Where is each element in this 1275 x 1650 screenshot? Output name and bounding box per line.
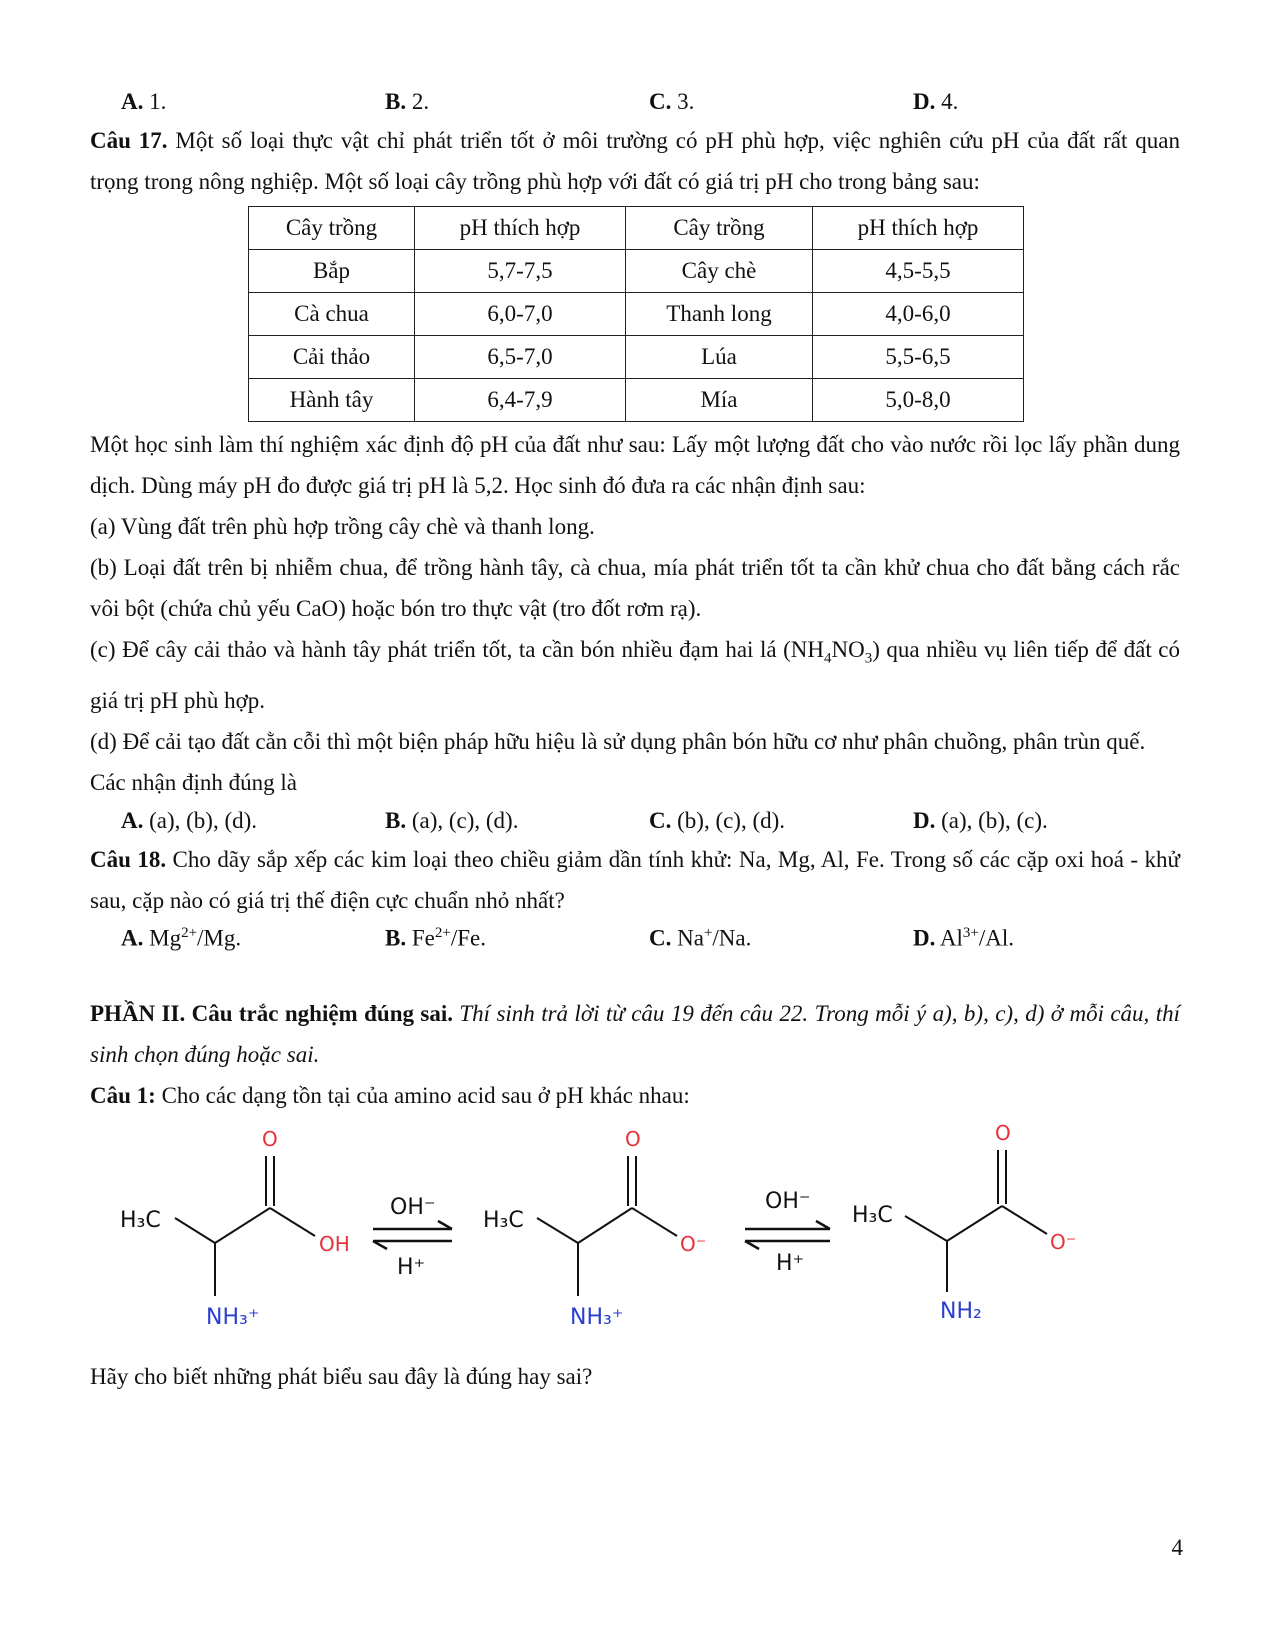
table-cell: Cà chua — [249, 293, 415, 336]
q17-statement-c: (c) Để cây cải thảo và hành tây phát triển tốt, ta cần bón nhiều đạm hai lá $(NH_4NO_3)$ qua nhiều vụ liên tiếp để đất có giá trị pH phù hợp. — [90, 637, 1181, 713]
q17-statement-b: (b) Loại đất trên bị nhiễm chua, để trồng hành tây, cà chua, mía phát triển tốt ta cần khử chua cho đất bằng cách rắc vôi bột (chứa chủ yếu CaO) hoặc bón tro thực vật (tro đốt rơm rạ). — [90, 555, 1180, 621]
table-header-cell: pH thích hợp — [813, 207, 1024, 250]
q17-statement-a: (a) Vùng đất trên phù hợp trồng cây chè và thanh long. — [90, 514, 595, 539]
q17-option-b[interactable]: B. (a), (c), (d). — [385, 807, 519, 833]
proton-label: H⁺ — [397, 1254, 426, 1280]
equilibrium-svg — [90, 1118, 1180, 1356]
amine-label: NH₂ — [940, 1298, 982, 1324]
methyl-label: H₃C — [120, 1207, 161, 1233]
table-row — [249, 250, 1024, 293]
equilibrium-arrow-2 — [745, 1221, 830, 1249]
table-header-cell: Cây trồng — [626, 207, 813, 250]
table-header-cell: pH thích hợp — [415, 207, 626, 250]
q16-option-a[interactable]: A. 1. — [121, 89, 167, 114]
ammonium-label: NH₃⁺ — [206, 1304, 260, 1330]
q17-option-d[interactable]: D. (a), (b), (c). — [913, 807, 1048, 833]
table-cell: 4,0-6,0 — [813, 293, 1024, 336]
q18-option-c[interactable]: C. Na+/Na. — [649, 925, 752, 951]
molecule-anion — [905, 1150, 1047, 1292]
carboxylate-label: O⁻ — [1050, 1229, 1077, 1254]
methyl-label: H₃C — [852, 1202, 893, 1228]
table-cell: Mía — [626, 379, 813, 422]
table-cell: Hành tây — [249, 379, 415, 422]
oxygen-label: O — [625, 1126, 641, 1151]
q17-options — [90, 803, 1180, 839]
ph-table — [248, 206, 1024, 422]
equilibrium-arrow-1 — [373, 1221, 452, 1249]
oxygen-label: O — [995, 1120, 1011, 1145]
table-cell: Lúa — [626, 336, 813, 379]
table-cell: 6,0-7,0 — [415, 293, 626, 336]
table-cell: 4,5-5,5 — [813, 250, 1024, 293]
table-header-cell: Cây trồng — [249, 207, 415, 250]
q17-option-a[interactable]: A. (a), (b), (d). — [121, 807, 258, 833]
table-cell: 6,4-7,9 — [415, 379, 626, 422]
carboxylate-label: O⁻ — [680, 1231, 707, 1256]
q18-option-a[interactable]: A. $Mg^{2+}/Mg$. — [121, 925, 242, 951]
q17-intro: Câu 17. Một số loại thực vật chỉ phát triển tốt ở môi trường có pH phù hợp, việc nghiên cứu pH của đất rất quan trọng trong nông nghiệp. Một số loại cây trồng phù hợp với đất có giá trị pH cho trong bảng sau: — [90, 128, 1180, 194]
page-content — [90, 84, 1180, 1397]
ammonium-label: NH₃⁺ — [570, 1304, 624, 1330]
table-cell: Cây chè — [626, 250, 813, 293]
table-cell: Bắp — [249, 250, 415, 293]
q16-option-b[interactable]: B. 2. — [385, 89, 430, 114]
table-cell: 6,5-7,0 — [415, 336, 626, 379]
table-cell: Cải thảo — [249, 336, 415, 379]
hydroxide-label: OH⁻ — [765, 1188, 811, 1214]
table-row — [249, 379, 1024, 422]
hydroxide-label: OH⁻ — [390, 1194, 436, 1220]
q18-option-b[interactable]: B. $Fe^{2+}/Fe$. — [385, 925, 486, 951]
part-2-heading: PHẦN II. Câu trắc nghiệm đúng sai. Thí sinh trả lời từ câu 19 đến câu 22. Trong mỗi ý a), b), c), d) ở mỗi câu, thí sinh chọn đúng hoặc sai. — [90, 1000, 1180, 1067]
table-cell: 5,7-7,5 — [415, 250, 626, 293]
molecule-zwitterion — [537, 1156, 677, 1296]
methyl-label: H₃C — [483, 1207, 524, 1233]
page-number: 4 — [1171, 1535, 1183, 1560]
q16-options — [90, 84, 1180, 120]
q17-experiment: Một học sinh làm thí nghiệm xác định độ pH của đất như sau: Lấy một lượng đất cho vào nước rồi lọc lấy phần dung dịch. Dùng máy pH đo được giá trị pH là 5,2. Học sinh đó đưa ra các nhận định sau: — [90, 432, 1180, 498]
oxygen-label: O — [262, 1126, 278, 1151]
table-cell: 5,5-6,5 — [813, 336, 1024, 379]
q16-option-d[interactable]: D. 4. — [913, 89, 959, 114]
table-row — [249, 293, 1024, 336]
q18-option-d[interactable]: D. $Al^{3+}/Al$. — [913, 925, 1014, 951]
amino-acid-equilibrium-diagram — [90, 1118, 1180, 1356]
q16-option-c[interactable]: C. 3. — [649, 89, 695, 114]
q17-statement-d: (d) Để cải tạo đất cằn cỗi thì một biện pháp hữu hiệu là sử dụng phân bón hữu cơ như phân chuồng, phân trùn quế. — [90, 728, 1146, 754]
table-cell: 5,0-8,0 — [813, 379, 1024, 422]
table-row — [249, 336, 1024, 379]
q18-text: Câu 18. Cho dãy sắp xếp các kim loại theo chiều giảm dần tính khử: Na, Mg, Al, Fe. Trong số các cặp oxi hoá - khử sau, cặp nào có giá trị thế điện cực chuẩn nhỏ nhất? — [90, 846, 1180, 913]
q18-options — [90, 921, 1180, 957]
table-cell: Thanh long — [626, 293, 813, 336]
hydroxyl-label: OH — [319, 1231, 350, 1256]
molecule-cation — [175, 1156, 315, 1296]
q17-option-c[interactable]: C. (b), (c), (d). — [649, 807, 786, 833]
table-header-row — [249, 207, 1024, 250]
q17-prompt: Các nhận định đúng là — [90, 769, 297, 795]
q1-question: Hãy cho biết những phát biểu sau đây là đúng hay sai? — [90, 1363, 593, 1389]
proton-label: H⁺ — [776, 1250, 805, 1276]
q1-text: Câu 1: Cho các dạng tồn tại của amino acid sau ở pH khác nhau: — [90, 1082, 690, 1108]
